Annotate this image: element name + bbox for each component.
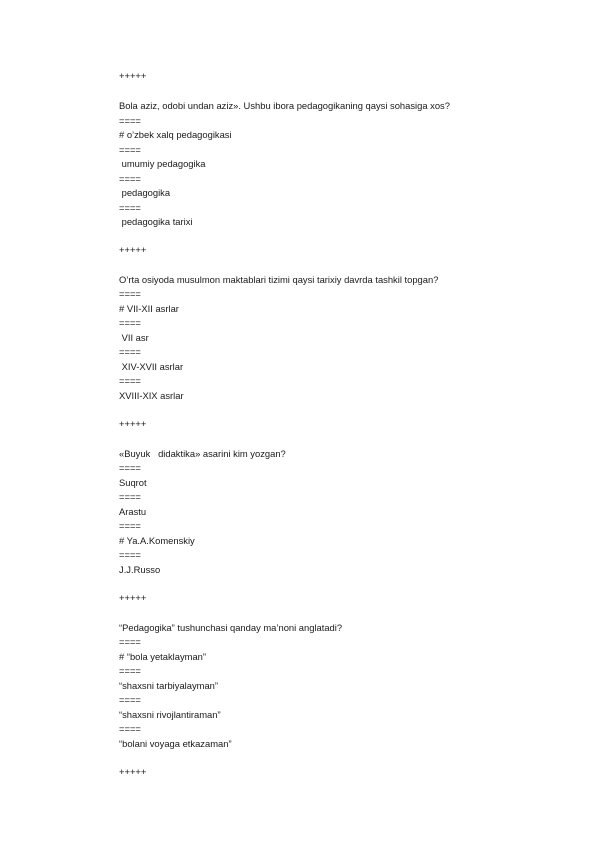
option-text: XVIII-XIX asrlar <box>119 390 184 401</box>
option-divider: ==== <box>119 520 141 531</box>
option-divider: ==== <box>119 144 141 155</box>
separator: +++++ <box>119 244 147 255</box>
option-divider: ==== <box>119 173 141 184</box>
option-divider: ==== <box>119 665 141 676</box>
separator: +++++ <box>119 592 147 603</box>
option-text: J.J.Russo <box>119 564 161 575</box>
option-divider: ==== <box>119 549 141 560</box>
option-text: “shaxsni rivojlantiraman” <box>119 709 221 720</box>
separator: +++++ <box>119 70 147 81</box>
question-text: «Buyuk didaktika» asarini kim yozgan? <box>119 448 286 459</box>
option-text: pedagogika <box>119 187 171 198</box>
option-divider: ==== <box>119 288 141 299</box>
option-text: # Ya.A.Komenskiy <box>119 535 195 546</box>
option-divider: ==== <box>119 375 141 386</box>
option-text: VII asr <box>119 332 149 343</box>
question-text: “Pedagogika” tushunchasi qanday ma’noni anglatadi? <box>119 622 343 633</box>
option-divider: ==== <box>119 491 141 502</box>
option-text: # VII-XII asrlar <box>119 303 179 314</box>
option-divider: ==== <box>119 723 141 734</box>
question-text: O’rta osiyoda musulmon maktablari tizimi qaysi tarixiy davrda tashkil topgan? <box>119 274 439 285</box>
option-divider: ==== <box>119 202 141 213</box>
option-divider: ==== <box>119 694 141 705</box>
option-text: umumiy pedagogika <box>119 158 206 169</box>
option-text: “bolani voyaga etkazaman” <box>119 738 232 749</box>
option-divider: ==== <box>119 346 141 357</box>
option-divider: ==== <box>119 636 141 647</box>
option-text: Suqrot <box>119 477 147 488</box>
question-text: Bola aziz, odobi undan aziz». Ushbu ibora pedagogikaning qaysi sohasiga xos? <box>119 100 450 111</box>
option-text: # o’zbek xalq pedagogikasi <box>119 129 232 140</box>
option-text: XIV-XVII asrlar <box>119 361 184 372</box>
option-text: Arastu <box>119 506 147 517</box>
option-divider: ==== <box>119 115 141 126</box>
option-divider: ==== <box>119 317 141 328</box>
separator: +++++ <box>119 418 147 429</box>
separator: +++++ <box>119 766 147 777</box>
option-text: # “bola yetaklayman” <box>119 651 207 662</box>
option-text: pedagogika tarixi <box>119 216 193 227</box>
option-text: “shaxsni tarbiyalayman” <box>119 680 218 691</box>
option-divider: ==== <box>119 462 141 473</box>
